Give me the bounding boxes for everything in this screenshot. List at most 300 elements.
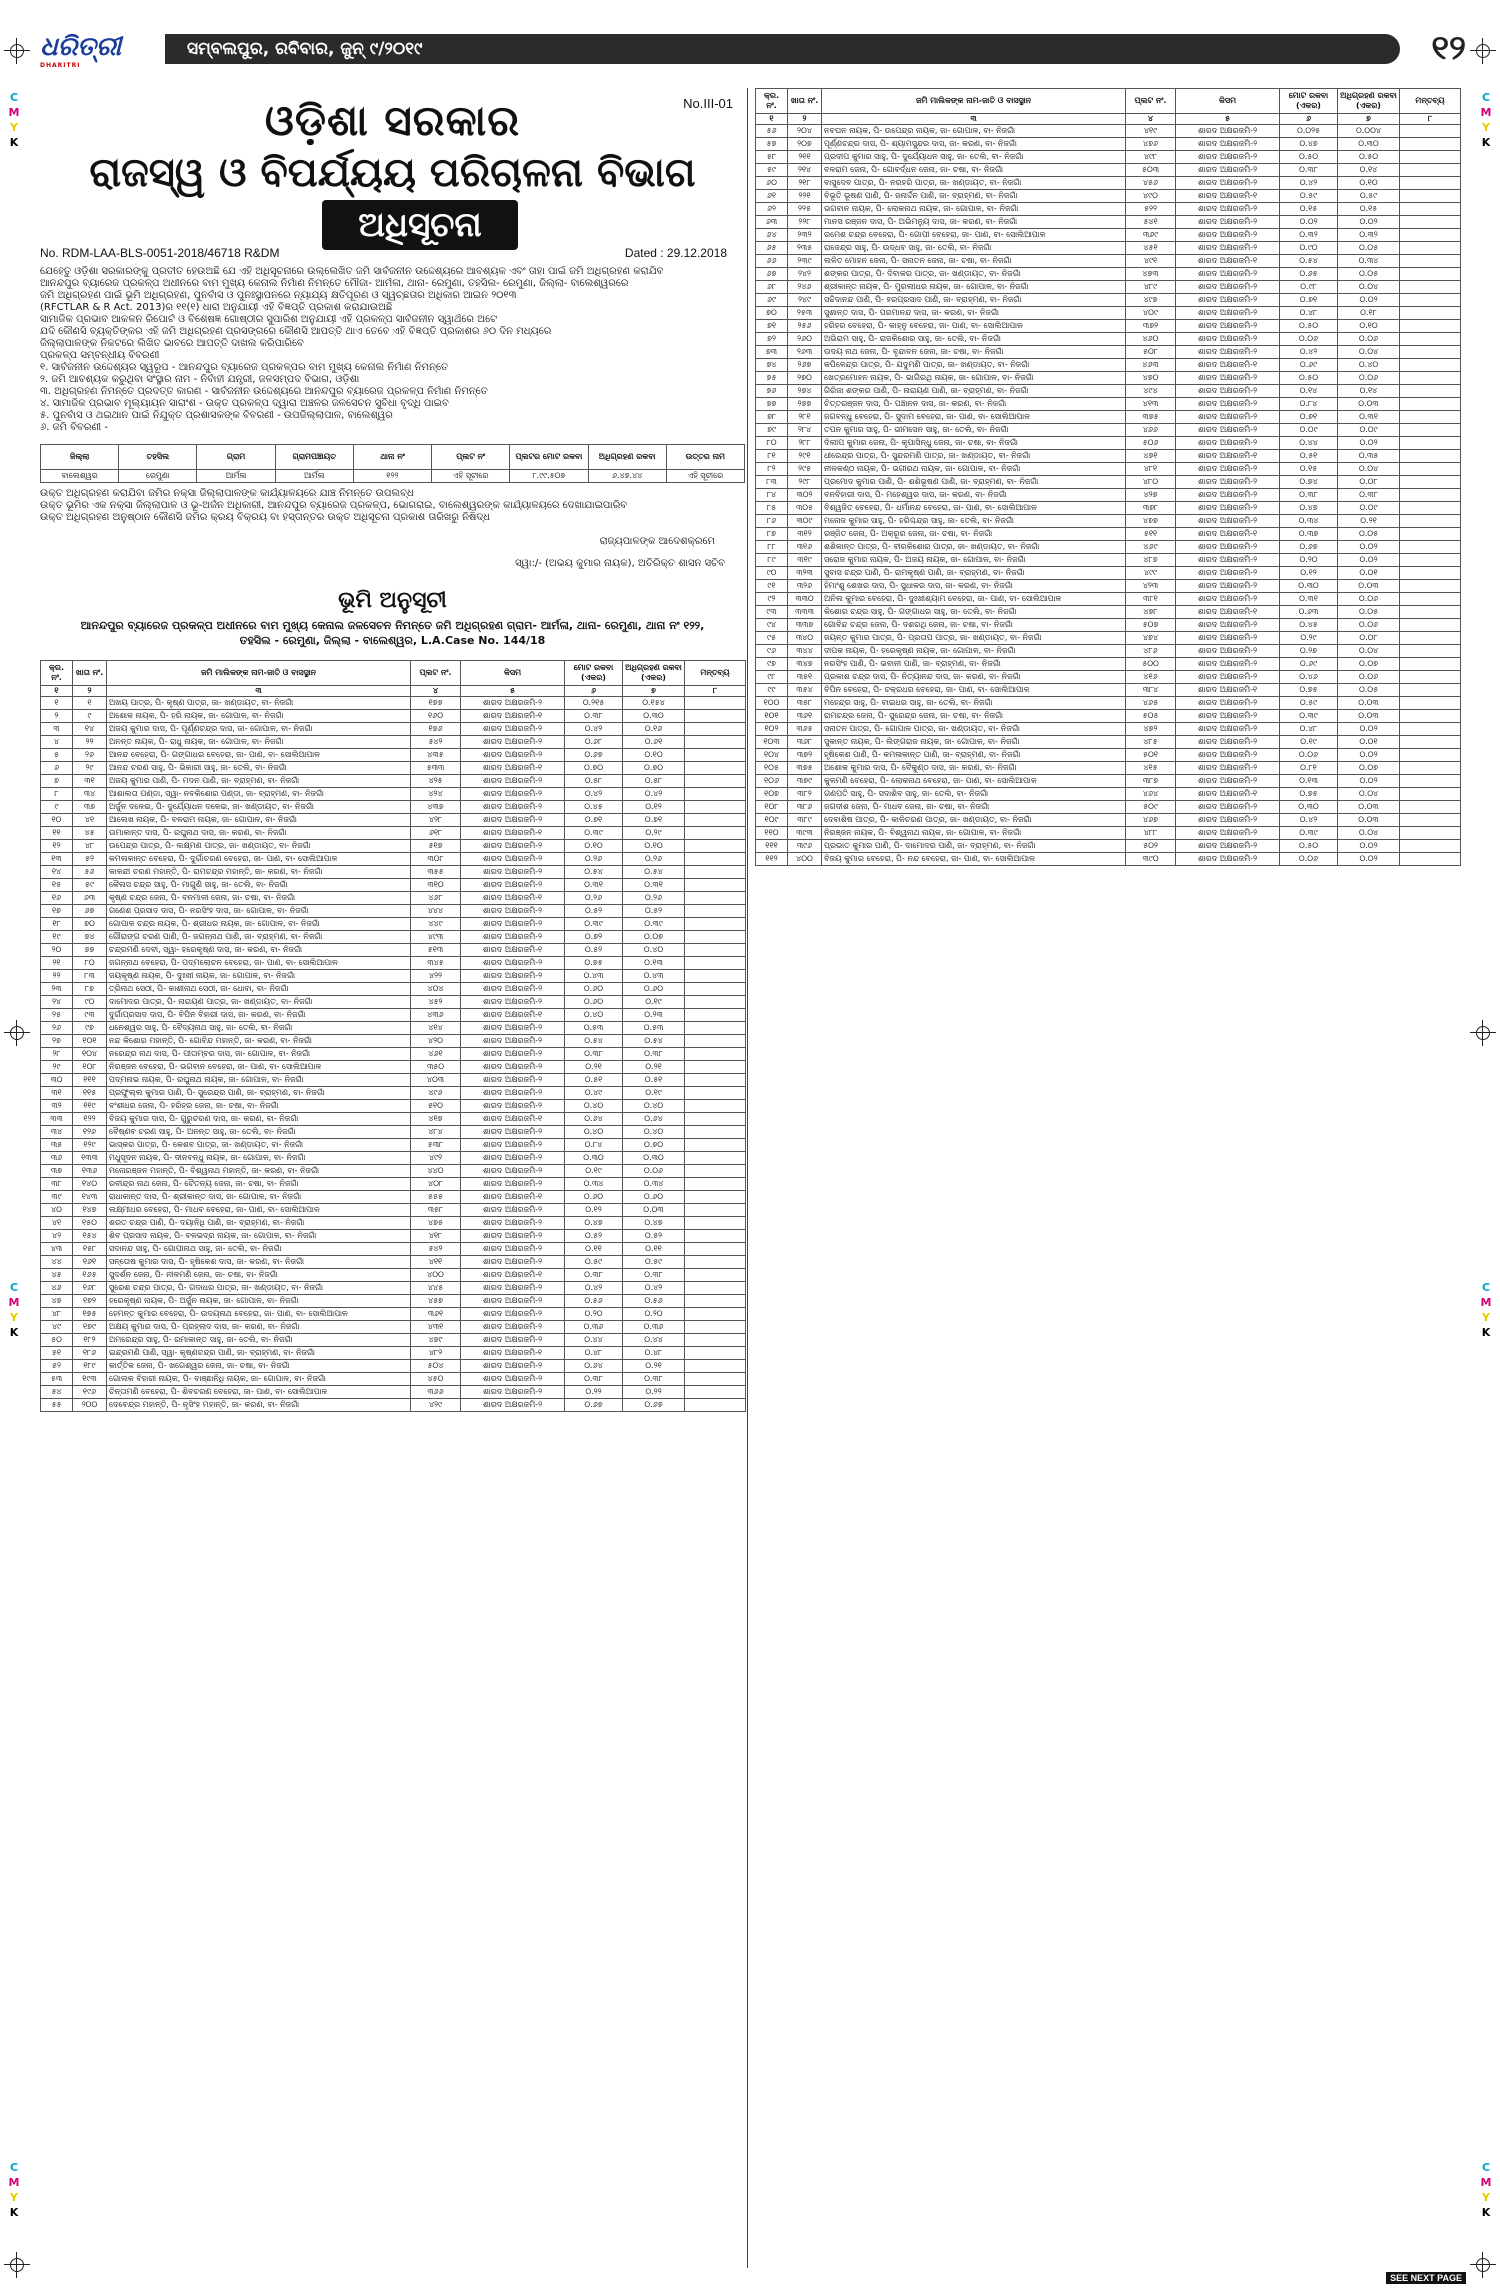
table-cell: ୩୧: [73, 775, 107, 788]
table-cell: ୪୫୧: [1126, 242, 1176, 255]
schedule-column-number: ୩: [822, 114, 1126, 125]
table-cell: ୪୪: [41, 1256, 73, 1269]
table-cell: ଦିଲୀପ କୁମାର ଜେନା, ପି- କୃପାସିନ୍ଧୁ ଜେନା, ଜା- ଚଷା, ବା- ନିଜଗାଁ: [822, 437, 1126, 450]
table-row: [756, 138, 1461, 151]
table-cell: ୪୬୭: [1126, 814, 1176, 827]
table-cell: ୭୬: [756, 385, 788, 398]
left-column: [40, 88, 745, 2268]
table-cell: [1400, 151, 1461, 164]
table-cell: ୦.୬୭: [1280, 541, 1338, 554]
table-cell: ୦.୧୨: [623, 801, 685, 814]
table-cell: [685, 1074, 746, 1087]
table-cell: ୧୪: [41, 866, 73, 879]
table-cell: ୩୮: [41, 1178, 73, 1191]
table-cell: ୦.୨୧: [623, 1360, 685, 1373]
table-cell: ୩୨: [41, 1100, 73, 1113]
table-row: [41, 983, 746, 996]
table-cell: ୦.୦୩: [1338, 710, 1400, 723]
table-cell: ୦.୮୧: [1280, 762, 1338, 775]
table-row: [756, 619, 1461, 632]
table-cell: ୩୭୨: [1126, 320, 1176, 333]
table-cell: [1400, 190, 1461, 203]
table-cell: ୦.୪୨: [1280, 177, 1338, 190]
table-cell: ଅଜୟ କୁମାର ଦାସ, ପି- ପୂର୍ଣ୍ଣଚନ୍ଦ୍ର ଦାସ, ଜା- ଗୋପାଳ, ବା- ନିଜଗାଁ: [107, 723, 411, 736]
table-cell: ୮୨: [756, 463, 788, 476]
table-cell: ଶାରଦ ଅକ୍ଷରଜମି-୨: [1176, 554, 1280, 567]
table-cell: ୪୮: [41, 1308, 73, 1321]
table-cell: ୪୧୬: [1126, 671, 1176, 684]
table-cell: ୪୨୨: [411, 970, 461, 983]
table-cell: ୦.୪୨: [565, 1282, 623, 1295]
table-cell: ୦.୦୦୪: [1338, 125, 1400, 138]
table-cell: ୦.୭୫: [1280, 788, 1338, 801]
table-cell: ୧୭୭: [411, 697, 461, 710]
table-cell: ୦.୩୮: [1280, 164, 1338, 177]
table-cell: ୪୪୯: [411, 918, 461, 931]
table-cell: ଗୋପାଳ ଚନ୍ଦ୍ର ନାୟକ, ପି- ଶ୍ରୀଧର ନାୟକ, ଜା- ଗୋପାଳ, ବା- ନିଜଗାଁ: [107, 918, 411, 931]
table-cell: ୪୪୪: [411, 905, 461, 918]
table-cell: ୧୪୩: [73, 1191, 107, 1204]
table-cell: ୫୦୧: [1126, 749, 1176, 762]
table-cell: ଜଗବନ୍ଧୁ ବେହେରା, ପି- ସୁଦାମ ବେହେରା, ଜା- ପାଣ, ବା- ସୋଲିଆପାଳ: [822, 411, 1126, 424]
table-cell: ୦.୫୨: [565, 944, 623, 957]
table-cell: [1400, 138, 1461, 151]
table-cell: ୦.୫୧: [623, 1074, 685, 1087]
table-cell: ୦.୩୦: [623, 1152, 685, 1165]
table-cell: ୨୭୦: [788, 372, 822, 385]
table-cell: [685, 1334, 746, 1347]
table-cell: ୦.୦୨: [1338, 853, 1400, 866]
table-cell: ୨୯: [73, 762, 107, 775]
table-cell: ଶାରଦ ଅକ୍ଷରଜମି-୨: [461, 1321, 565, 1334]
table-cell: ୦.୦୬: [1338, 619, 1400, 632]
table-cell: ୦.୩୮: [1338, 489, 1400, 502]
table-cell: ୮୦: [756, 437, 788, 450]
table-cell: ୪୩୫: [411, 749, 461, 762]
table-cell: ୪୮୮: [1126, 827, 1176, 840]
table-cell: ୫୩: [41, 1373, 73, 1386]
table-cell: ୫୪: [41, 1386, 73, 1399]
table-cell: ଶାରଦ ଅକ୍ଷରଜମି-୨: [461, 983, 565, 996]
table-cell: ୮୦: [73, 957, 107, 970]
table-cell: [685, 1230, 746, 1243]
table-cell: ୦.୦୪: [1338, 281, 1400, 294]
table-cell: ୯୭: [73, 1022, 107, 1035]
table-cell: ୨୨: [41, 970, 73, 983]
table-cell: ୭୮: [756, 411, 788, 424]
table-cell: କିଶୋର ଚନ୍ଦ୍ର ସାହୁ, ପି- ଗଙ୍ଗାଧର ସାହୁ, ଜା- ତେଲି, ବା- ନିଜଗାଁ: [822, 606, 1126, 619]
schedule-column-header: ଅଧିଗ୍ରହଣ ରକବା (ଏକର): [623, 661, 685, 686]
table-cell: ୪୧୧: [411, 1256, 461, 1269]
table-cell: ୨୯୫: [788, 463, 822, 476]
table-cell: ୦.୭୫: [565, 957, 623, 970]
table-cell: ୧୪୭: [73, 1204, 107, 1217]
summary-cell: ଏହି ସୂଚୀରେ: [666, 470, 744, 483]
table-cell: ୪୧୭: [411, 1113, 461, 1126]
table-cell: ୧୫: [41, 879, 73, 892]
table-cell: ୦.୫୦: [1280, 372, 1338, 385]
table-row: [41, 1386, 746, 1399]
table-cell: ୦.୬୦: [565, 996, 623, 1009]
table-cell: ୦.୫୬: [623, 1295, 685, 1308]
table-cell: ୪୧୪: [411, 1022, 461, 1035]
table-cell: ୪୧୮: [411, 1230, 461, 1243]
table-cell: [1400, 788, 1461, 801]
table-cell: ଶାରଦ ଅକ୍ଷରଜମି-୨: [1176, 346, 1280, 359]
schedule-column-header: ଜମି ମାଲିକଙ୍କ ନାମ-ଜାତି ଓ ବାସସ୍ଥାନ: [107, 661, 411, 686]
table-cell: ୬୯: [756, 294, 788, 307]
table-cell: ୦.୪୦: [565, 1009, 623, 1022]
summary-cell: ଆର୍ମଳା: [275, 470, 353, 483]
table-cell: ୨୯୮: [788, 476, 822, 489]
table-cell: ୯୯: [756, 684, 788, 697]
table-cell: ୭୧: [756, 320, 788, 333]
table-cell: ଧୀରେନ୍ଦ୍ର ପାତ୍ର, ପି- ସୁନ୍ଦରମଣି ପାତ୍ର, ଜା- ଖଣ୍ଡାୟତ, ବା- ନିଜଗାଁ: [822, 450, 1126, 463]
table-cell: ୫୦୪: [411, 1360, 461, 1373]
table-cell: ୬୩: [73, 892, 107, 905]
table-cell: କାର୍ତ୍ତିକ ଜେନା, ପି- ଖଗେଶ୍ୱର ଜେନା, ଜା- ଚଷା, ବା- ନିଜଗାଁ: [107, 1360, 411, 1373]
table-cell: ୫୧: [41, 1347, 73, 1360]
table-cell: [1400, 684, 1461, 697]
table-cell: ଶାରଦ ଅକ୍ଷରଜମି-୨: [461, 736, 565, 749]
table-cell: ଶାରଦ ଅକ୍ଷରଜମି-୨: [1176, 515, 1280, 528]
body-line: ଜିଲ୍ଲାପାଳଙ୍କ ନିକଟରେ ଲିଖିତ ଭାବରେ ଆପତ୍ତି ଦାଖଲ କରିପାରିବେ: [40, 338, 304, 349]
table-cell: ୨୪୯: [788, 294, 822, 307]
schedule-column-number: ୨: [788, 114, 822, 125]
table-cell: ୨୫୬: [788, 320, 822, 333]
table-row: [41, 879, 746, 892]
table-cell: ୦.୩୭: [1280, 528, 1338, 541]
table-cell: ୦.୩୦: [1280, 801, 1338, 814]
table-cell: ୦.୪୦: [623, 1100, 685, 1113]
table-cell: [1400, 658, 1461, 671]
table-row: [41, 1334, 746, 1347]
table-cell: ୧: [73, 697, 107, 710]
table-cell: [685, 1165, 746, 1178]
body-line: ଉକ୍ତ ଭୂମିର ଏକ ନକ୍ସା ଜିଲ୍ଲାପାଳ ଓ ଭୂ-ଅର୍ଜନ ଅଧିକାରୀ, ଆନନ୍ଦପୁର ବ୍ୟାରେଜ ପ୍ରକଳ୍ପ, ଭୋଗରାଇ, ବାଲେଶ୍ୱରଙ୍କ କାର୍ଯ୍ୟାଳୟରେ ଦେଖାଯାଇପାରିବ: [40, 500, 628, 511]
department-heading: ରାଜସ୍ୱ ଓ ବିପର୍ଯ୍ୟୟ ପରିଚାଳନା ବିଭାଗ: [89, 150, 696, 196]
table-cell: ୦.୬୯: [1280, 658, 1338, 671]
table-cell: ୫୧୩: [411, 944, 461, 957]
table-cell: ୦.୪୦: [1338, 359, 1400, 372]
table-cell: ୪୯୬: [411, 1087, 461, 1100]
table-cell: ୪୯୯: [1126, 567, 1176, 580]
table-row: [756, 801, 1461, 814]
table-cell: ଶିବ ପ୍ରସାଦ ନାୟକ, ପି- ବଳଭଦ୍ର ନାୟକ, ଜା- ଗୋପାଳ, ବା- ନିଜଗାଁ: [107, 1230, 411, 1243]
table-cell: ୪୨: [41, 1230, 73, 1243]
table-cell: ୯: [41, 801, 73, 814]
table-cell: ଶାରଦ ଅକ୍ଷରଜମି-୨: [1176, 307, 1280, 320]
table-cell: କୈଳାସ ଚନ୍ଦ୍ର ସାହୁ, ପି- ମାଗୁଣି ସାହୁ, ଜା- ତେଲି, ବା- ନିଜଗାଁ: [107, 879, 411, 892]
table-cell: [1400, 268, 1461, 281]
table-cell: ୪୮୯: [1126, 281, 1176, 294]
table-cell: ୩୩: [41, 1113, 73, 1126]
table-cell: ୧୦୪: [756, 749, 788, 762]
table-cell: ସୁକାନ୍ତ ନାୟକ, ପି- ଲିଙ୍ଗରାଜ ନାୟକ, ଜା- ଗୋପାଳ, ବା- ନିଜଗାଁ: [822, 736, 1126, 749]
table-cell: [1400, 840, 1461, 853]
schedule-column-number: ୩: [107, 686, 411, 697]
table-cell: ୩୯: [41, 1191, 73, 1204]
table-cell: ଶାରଦ ଅକ୍ଷରଜମି-୧: [461, 1347, 565, 1360]
table-cell: ୨୮୮: [788, 437, 822, 450]
registration-mark: [1470, 2252, 1496, 2278]
table-cell: ନିରଞ୍ଜନ ବେହେରା, ପି- ଭଗବାନ ବେହେରା, ଜା- ପାଣ, ବା- ସୋଲିଆପାଳ: [107, 1061, 411, 1074]
table-cell: ୧୦୯: [756, 814, 788, 827]
table-cell: [1400, 411, 1461, 424]
table-cell: ୦.୩୦: [565, 1152, 623, 1165]
table-cell: ୦.୭୦: [565, 762, 623, 775]
notice-body: [40, 266, 745, 434]
table-cell: ୧୯: [41, 931, 73, 944]
table-row: [756, 320, 1461, 333]
table-cell: ୯୩: [756, 606, 788, 619]
table-cell: [1400, 697, 1461, 710]
table-cell: [685, 1269, 746, 1282]
table-cell: ୦.୨୯: [1280, 632, 1338, 645]
table-cell: ୧୪୦: [73, 1178, 107, 1191]
table-cell: ୩୫୧: [788, 671, 822, 684]
table-cell: ୭୪: [756, 359, 788, 372]
table-cell: ୪୨୫: [411, 775, 461, 788]
table-cell: ଶାରଦ ଅକ୍ଷରଜମି-୨: [461, 1334, 565, 1347]
schedule-column-number: ୭: [623, 686, 685, 697]
schedule-column-number: ୬: [1280, 114, 1338, 125]
page-number: ୧୨: [1431, 28, 1466, 68]
table-cell: ୦.୨୩: [623, 1009, 685, 1022]
table-cell: [685, 788, 746, 801]
table-cell: ଶାରଦ ଅକ୍ଷରଜମି-୨: [461, 1165, 565, 1178]
table-row: [756, 502, 1461, 515]
cmyk-color-bar: C M Y K: [1480, 91, 1492, 149]
table-cell: ୫୯: [756, 164, 788, 177]
table-row: [756, 658, 1461, 671]
table-cell: ୧୮୨: [73, 1334, 107, 1347]
table-cell: [1400, 346, 1461, 359]
table-cell: ୩୮୨: [788, 788, 822, 801]
table-cell: ୫୨୨: [1126, 203, 1176, 216]
table-cell: [1400, 398, 1461, 411]
table-cell: ଶାରଦ ଅକ୍ଷରଜମି-୧: [1176, 528, 1280, 541]
table-cell: ୧୭୨: [73, 1295, 107, 1308]
table-cell: ୦.୩୬: [623, 1321, 685, 1334]
table-cell: ଜୟନ୍ତ କୁମାର ପାତ୍ର, ପି- ପ୍ରତାପ ପାତ୍ର, ଜା- ଖଣ୍ଡାୟତ, ବା- ନିଜଗାଁ: [822, 632, 1126, 645]
table-cell: [1400, 554, 1461, 567]
table-cell: ୦.୧୦: [1338, 177, 1400, 190]
table-row: [41, 1269, 746, 1282]
table-row: [41, 1061, 746, 1074]
table-row: [41, 775, 746, 788]
table-cell: ୦.୦୭: [1338, 762, 1400, 775]
table-row: [756, 710, 1461, 723]
table-cell: ୦.୪୮: [1280, 307, 1338, 320]
table-cell: ୧୦୦: [756, 697, 788, 710]
table-row: [756, 463, 1461, 476]
table-cell: ୧୦୧: [73, 1035, 107, 1048]
table-cell: ୬୪: [756, 229, 788, 242]
table-cell: ୦.୧୦: [565, 840, 623, 853]
table-cell: ୦.୪୭: [1280, 502, 1338, 515]
table-cell: ୨୭୭: [788, 398, 822, 411]
schedule-column-header: ଖାତା ନଂ.: [73, 661, 107, 686]
table-cell: ୧୧୦: [756, 827, 788, 840]
summary-header: ପ୍ଲଟର ମୋଟ ରକବା: [510, 445, 588, 470]
land-schedule-table-left: [40, 660, 746, 1412]
table-cell: କପିଳେନ୍ଦ୍ର ପାତ୍ର, ପି- ଯଦୁମଣି ପାତ୍ର, ଜା- ଖଣ୍ଡାୟତ, ବା- ନିଜଗାଁ: [822, 359, 1126, 372]
schedule-subtitle: [40, 618, 745, 648]
table-cell: ୯୦: [73, 996, 107, 1009]
table-cell: ୩୫୦: [411, 1061, 461, 1074]
table-cell: ଶ୍ରୀକାନ୍ତ ନାୟକ, ପି- ମୁରଲୀଧର ନାୟକ, ଜା- ଗୋପାଳ, ବା- ନିଜଗାଁ: [822, 281, 1126, 294]
table-row: [41, 762, 746, 775]
registration-mark: [4, 2252, 30, 2278]
table-cell: ହୃଷିକେଶ ପାଣି, ପି- କମଳାକାନ୍ତ ପାଣି, ଜା- ବ୍ରାହ୍ମଣ, ବା- ନିଜଗାଁ: [822, 749, 1126, 762]
table-cell: ବିପିନ ବେହେରା, ପି- ଚକ୍ରଧର ବେହେରା, ଜା- ପାଣ, ବା- ସୋଲିଆପାଳ: [822, 684, 1126, 697]
table-cell: ୦.୩୮: [623, 1373, 685, 1386]
table-cell: ୩୫୮: [411, 1204, 461, 1217]
table-cell: ଶାରଦ ଅକ୍ଷରଜମି-୨: [1176, 333, 1280, 346]
table-cell: ୦.୨୨: [623, 1386, 685, 1399]
table-cell: ୦.୭୦: [623, 762, 685, 775]
table-cell: ବୈଷ୍ଣବ ଚରଣ ସାହୁ, ପି- ଅନନ୍ତ ସାହୁ, ଜା- ତେଲି, ବା- ନିଜଗାଁ: [107, 1126, 411, 1139]
table-cell: [1400, 372, 1461, 385]
table-cell: [685, 1308, 746, 1321]
schedule-column-number: ୬: [565, 686, 623, 697]
table-cell: ୪୪୦: [411, 1165, 461, 1178]
table-cell: ୦.୩୯: [1280, 827, 1338, 840]
table-cell: [685, 866, 746, 879]
reference-number: No. RDM-LAA-BLS-0051-2018/46718 R&DM: [40, 246, 280, 260]
table-cell: ୩୬୮: [788, 736, 822, 749]
table-row: [41, 892, 746, 905]
table-cell: ୦.୦୩: [1338, 801, 1400, 814]
table-cell: ୦.୬୭: [565, 749, 623, 762]
table-cell: ୪୬୦: [1126, 333, 1176, 346]
table-cell: ୦.୦୬: [1338, 372, 1400, 385]
summary-header: ଥାନା ନଂ: [353, 445, 431, 470]
table-row: [41, 957, 746, 970]
table-row: [756, 489, 1461, 502]
table-cell: ୬୧: [756, 190, 788, 203]
table-cell: ୩୨୬: [788, 580, 822, 593]
table-cell: ୫୫: [41, 1399, 73, 1412]
table-cell: ୦.୬୮: [565, 736, 623, 749]
masthead: [30, 28, 1470, 72]
table-cell: [1400, 307, 1461, 320]
table-row: [756, 151, 1461, 164]
table-cell: ଶଙ୍କର ପାତ୍ର, ପି- ଦିବାକର ପାତ୍ର, ଜା- ଖଣ୍ଡାୟତ, ବା- ନିଜଗାଁ: [822, 268, 1126, 281]
table-cell: ୦.୦୩: [1338, 697, 1400, 710]
table-cell: ୦.୦୨: [1338, 294, 1400, 307]
table-cell: ୦.୩୮: [623, 1048, 685, 1061]
table-cell: ୦.୦୪: [1338, 788, 1400, 801]
table-row: [41, 1139, 746, 1152]
table-row: [41, 840, 746, 853]
schedule-column-header: ଅଧିଗ୍ରହଣ ରକବା (ଏକର): [1338, 89, 1400, 114]
table-cell: ଚିନ୍ତାମଣି ବେହେରା, ପି- ଶିବଚରଣ ବେହେରା, ଜା- ପାଣ, ବା- ସୋଲିଆପାଳ: [107, 1386, 411, 1399]
table-cell: ୮: [41, 788, 73, 801]
table-row: [756, 554, 1461, 567]
table-cell: [1400, 463, 1461, 476]
table-cell: ୧୨୬: [73, 1126, 107, 1139]
table-cell: ୦.୬୦: [623, 1191, 685, 1204]
table-cell: ୦.୩୮: [565, 1373, 623, 1386]
table-row: [41, 1035, 746, 1048]
table-cell: ଶାରଦ ଅକ୍ଷରଜମି-୨: [1176, 268, 1280, 281]
table-cell: ୩୬୬: [411, 1386, 461, 1399]
table-cell: ୬୭: [756, 268, 788, 281]
table-cell: [1400, 749, 1461, 762]
table-cell: [1400, 710, 1461, 723]
table-cell: ୪୭୨: [1126, 723, 1176, 736]
table-cell: ୦.୪୭: [623, 1217, 685, 1230]
table-cell: ୪୧୫: [1126, 762, 1176, 775]
table-cell: ବିଜୟ କୁମାର ଦାସ, ପି- ଗୁରୁଚରଣ ଦାସ, ଜା- କରଣ, ବା- ନିଜଗାଁ: [107, 1113, 411, 1126]
table-cell: ୮୪: [756, 489, 788, 502]
table-row: [756, 697, 1461, 710]
table-cell: ୪୪୫: [411, 1282, 461, 1295]
table-cell: ଶାରଦ ଅକ୍ଷରଜମି-୨: [1176, 814, 1280, 827]
table-cell: ୪୯୮: [1126, 151, 1176, 164]
table-cell: ଶାରଦ ଅକ୍ଷରଜମି-୨: [461, 1035, 565, 1048]
table-cell: ଶାରଦ ଅକ୍ଷରଜମି-୨: [1176, 216, 1280, 229]
table-cell: [1400, 645, 1461, 658]
table-cell: [1400, 801, 1461, 814]
table-cell: ୦.୪୩: [623, 970, 685, 983]
table-cell: ୩୪୭: [788, 658, 822, 671]
newspaper-logo: [40, 32, 150, 70]
table-cell: ରମେଶ ଚନ୍ଦ୍ର ବେହେରା, ପି- ଗୋପୀ ବେହେରା, ଜା- ପାଣ, ବା- ସୋଲିଆପାଳ: [822, 229, 1126, 242]
table-row: [756, 346, 1461, 359]
table-cell: ୫୦୬: [1126, 437, 1176, 450]
table-cell: ୫୬: [756, 125, 788, 138]
table-cell: ୩୩୦: [788, 593, 822, 606]
table-row: [41, 1347, 746, 1360]
table-cell: ୫୨: [73, 853, 107, 866]
table-cell: ୪୫୨: [411, 996, 461, 1009]
table-cell: ଶାରଦ ଅକ୍ଷରଜମି-୨: [1176, 203, 1280, 216]
table-cell: ୫୪୨: [411, 1243, 461, 1256]
table-cell: ଶାରଦ ଅକ୍ଷରଜମି-୨: [461, 1399, 565, 1412]
table-cell: ୪୭୦: [1126, 372, 1176, 385]
table-cell: ୦.୬୫: [1280, 268, 1338, 281]
table-cell: ୦.୩୪: [1338, 255, 1400, 268]
table-cell: ୦.୦୪: [1338, 346, 1400, 359]
signature-line: ସ୍ୱା:/- (ଅଭୟ କୁମାର ନାୟକ), ଅତିରିକ୍ତ ଶାସନ ସଚିବ: [515, 558, 725, 569]
table-cell: [1400, 632, 1461, 645]
schedule-column-number: ୮: [685, 686, 746, 697]
table-cell: ୨୭: [41, 1035, 73, 1048]
table-cell: ୦.୩୧: [623, 879, 685, 892]
table-cell: ୦.୭୦: [623, 1139, 685, 1152]
table-cell: ୪୫: [41, 1269, 73, 1282]
table-cell: ସୁବାସ ଚନ୍ଦ୍ର ପାଣି, ପି- ରାମକୃଷ୍ଣ ପାଣି, ଜା- ବ୍ରାହ୍ମଣ, ବା- ନିଜଗାଁ: [822, 567, 1126, 580]
table-row: [41, 918, 746, 931]
table-cell: ୪୮୭: [1126, 554, 1176, 567]
table-row: [756, 359, 1461, 372]
table-cell: ୦.୦୬: [1280, 333, 1338, 346]
registration-mark: [1470, 38, 1496, 64]
table-cell: [685, 957, 746, 970]
table-cell: ୦.୬୦: [565, 983, 623, 996]
table-cell: ୪୬୧: [411, 1048, 461, 1061]
table-cell: ଶାରଦ ଅକ୍ଷରଜମି-୧: [461, 1191, 565, 1204]
table-cell: ଶାରଦ ଅକ୍ଷରଜମି-୨: [461, 1126, 565, 1139]
table-cell: ୦.୦୬: [1280, 853, 1338, 866]
table-cell: ୦.୪୨: [565, 723, 623, 736]
table-row: [756, 723, 1461, 736]
table-cell: ୨୬୦: [788, 333, 822, 346]
table-cell: ୫୩୮: [411, 1139, 461, 1152]
